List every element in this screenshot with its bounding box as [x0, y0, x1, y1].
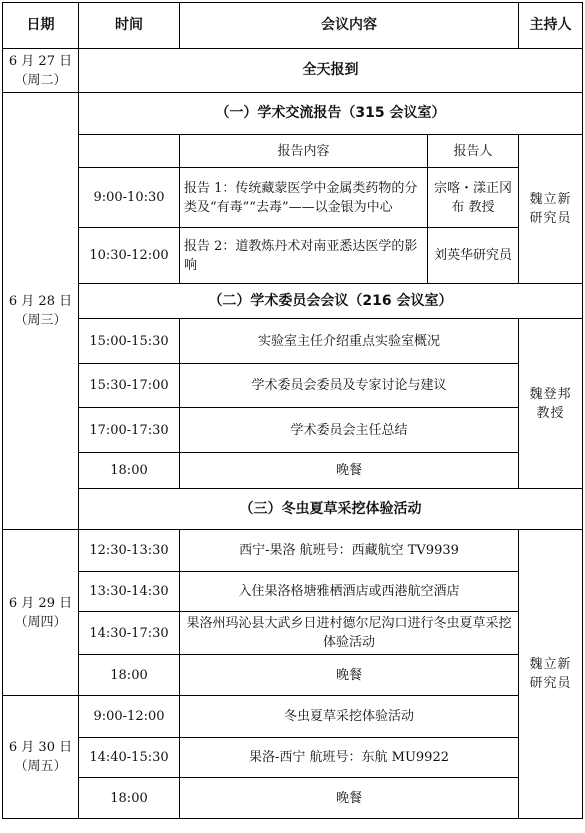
- report-header-row: [3, 135, 583, 168]
- day2-item2-row: [3, 364, 583, 408]
- day2-item3-content: 学术委员会主任总结: [180, 408, 519, 453]
- report2-title: 报告 2：道教炼丹术对南亚悉达医学的影响: [180, 228, 428, 284]
- day2-weekday: （周三）: [14, 313, 67, 328]
- section3-title-row: [3, 489, 583, 530]
- content-header: 会议内容: [180, 3, 519, 49]
- day3-item1-row: [3, 530, 583, 572]
- day3-item1-content: 西宁-果洛 航班号：西藏航空 TV9939: [180, 530, 519, 572]
- report-content-col: 报告内容: [180, 135, 428, 168]
- report2-reporter: 刘英华研究员: [428, 228, 519, 284]
- day2-item1-row: [3, 319, 583, 364]
- day4-weekday: （周五）: [14, 759, 67, 774]
- day2-date: 6 月 28 日: [8, 294, 73, 309]
- header-row: [3, 3, 583, 49]
- day1-date: 6 月 27 日: [8, 53, 73, 69]
- day1-row: [3, 49, 583, 93]
- day2-item3-row: [3, 408, 583, 453]
- day4-item3-time: 18:00: [79, 778, 180, 819]
- day2-item1-content: 实验室主任介绍重点实验室概况: [180, 319, 519, 364]
- day3-date-cell: [3, 530, 79, 696]
- date-header: 日期: [3, 3, 79, 49]
- day4-date: 6 月 30 日: [8, 740, 73, 755]
- day3-item3-time: 14:30-17:30: [79, 612, 180, 655]
- host1: 魏立新研究员: [519, 135, 583, 284]
- day4-item1-content: 冬虫夏草采挖体验活动: [180, 696, 519, 738]
- day1-date-cell: [3, 49, 79, 93]
- day2-item4-time: 18:00: [79, 453, 180, 489]
- day4-item1-row: [3, 696, 583, 738]
- day1-event: 全天报到: [79, 49, 583, 93]
- day2-item1-time: 15:00-15:30: [79, 319, 180, 364]
- report1-row: [3, 168, 583, 228]
- reporter-col: 报告人: [428, 135, 519, 168]
- day2-item2-content: 学术委员会委员及专家讨论与建议: [180, 364, 519, 408]
- host3: 魏立新研究员: [519, 530, 583, 819]
- day2-item4-row: [3, 453, 583, 489]
- day3-item2-time: 13:30-14:30: [79, 572, 180, 612]
- host-header: 主持人: [519, 3, 583, 49]
- report1-reporter: 宗喀・漾正冈布 教授: [428, 168, 519, 228]
- day4-item2-content: 果洛-西宁 航班号：东航 MU9922: [180, 738, 519, 778]
- section3-title: （三）冬虫夏草采挖体验活动: [79, 489, 583, 530]
- day4-item1-time: 9:00-12:00: [79, 696, 180, 738]
- day3-item3-content: 果洛州玛沁县大武乡日进村德尔尼沟口进行冬虫夏草采挖体验活动: [180, 612, 519, 655]
- day2-item2-time: 15:30-17:00: [79, 364, 180, 408]
- day4-date-cell: [3, 696, 79, 819]
- day2-item4-content: 晚餐: [180, 453, 519, 489]
- section1-title: （一）学术交流报告（315 会议室）: [79, 93, 583, 135]
- day3-weekday: （周四）: [14, 614, 67, 630]
- day4-item2-row: [3, 738, 583, 778]
- section1-title-row: [3, 93, 583, 135]
- day2-item3-time: 17:00-17:30: [79, 408, 180, 453]
- day3-item3-row: [3, 612, 583, 655]
- host2: 魏登邦教授: [519, 319, 583, 489]
- day4-item3-content: 晚餐: [180, 778, 519, 819]
- report1-title: 报告 1：传统藏蒙医学中金属类药物的分类及“有毒”“去毒”——以金银为中心: [180, 168, 428, 228]
- report2-time: 10:30-12:00: [79, 228, 180, 284]
- day1-weekday: （周二）: [14, 72, 67, 88]
- day4-item2-time: 14:40-15:30: [79, 738, 180, 778]
- schedule-table: [2, 2, 583, 819]
- day3-item4-time: 18:00: [79, 655, 180, 696]
- day3-item2-content: 入住果洛格塘雅栖酒店或西港航空酒店: [180, 572, 519, 612]
- report-time-blank: [79, 135, 180, 168]
- report2-row: [3, 228, 583, 284]
- section2-title-row: [3, 284, 583, 319]
- day3-item2-row: [3, 572, 583, 612]
- day3-item1-time: 12:30-13:30: [79, 530, 180, 572]
- day3-date: 6 月 29 日: [8, 595, 73, 611]
- day4-item3-row: [3, 778, 583, 819]
- report1-time: 9:00-10:30: [79, 168, 180, 228]
- day3-item4-row: [3, 655, 583, 696]
- section2-title: （二）学术委员会会议（216 会议室）: [79, 284, 583, 319]
- time-header: 时间: [79, 3, 180, 49]
- day3-item4-content: 晚餐: [180, 655, 519, 696]
- day2-date-cell: [3, 93, 79, 530]
